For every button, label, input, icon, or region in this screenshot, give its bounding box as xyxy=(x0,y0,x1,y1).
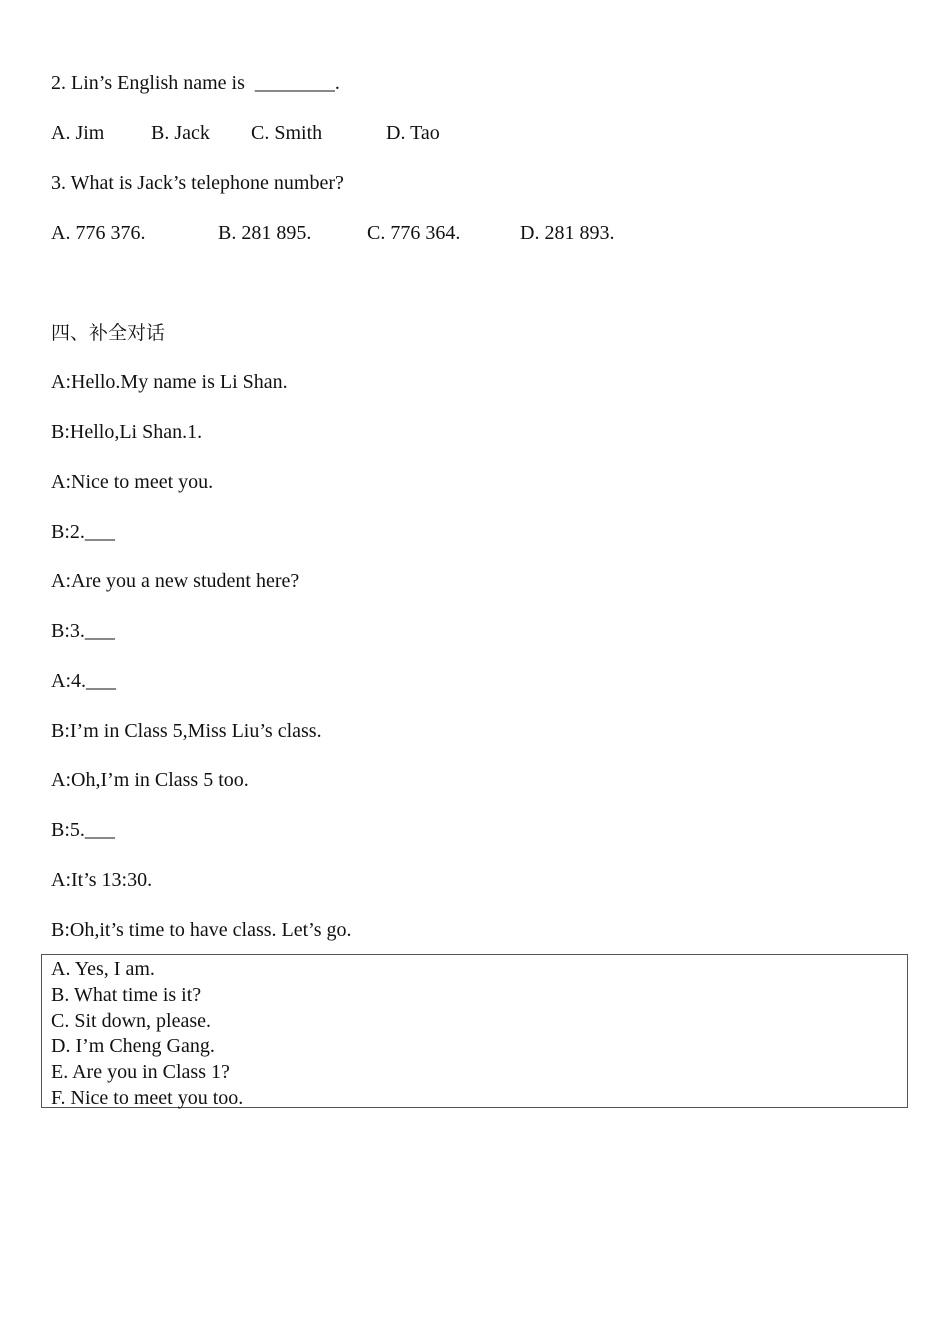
question-2-option-d[interactable]: D. Tao xyxy=(386,122,440,144)
dialogue-line-3: A:Nice to meet you. xyxy=(51,471,214,493)
question-2-option-b[interactable]: B. Jack xyxy=(151,122,210,144)
question-3-stem: 3. What is Jack’s telephone number? xyxy=(51,172,344,194)
choice-f: F. Nice to meet you too. xyxy=(51,1087,244,1109)
question-2-option-a[interactable]: A. Jim xyxy=(51,122,105,144)
dialogue-line-1: A:Hello.My name is Li Shan. xyxy=(51,371,288,393)
dialogue-line-10: B:5.___ xyxy=(51,819,115,841)
dialogue-line-11: A:It’s 13:30. xyxy=(51,869,153,891)
choice-d: D. I’m Cheng Gang. xyxy=(51,1035,215,1057)
choice-a: A. Yes, I am. xyxy=(51,958,155,980)
section-4-heading: 四、补全对话 xyxy=(51,322,166,344)
dialogue-line-12: B:Oh,it’s time to have class. Let’s go. xyxy=(51,919,352,941)
dialogue-line-4: B:2.___ xyxy=(51,521,115,543)
choice-e: E. Are you in Class 1? xyxy=(51,1061,230,1083)
question-3-option-d[interactable]: D. 281 893. xyxy=(520,222,615,244)
question-3-option-b[interactable]: B. 281 895. xyxy=(218,222,312,244)
dialogue-line-2: B:Hello,Li Shan.1. xyxy=(51,421,203,443)
question-2-option-c[interactable]: C. Smith xyxy=(251,122,323,144)
dialogue-line-9: A:Oh,I’m in Class 5 too. xyxy=(51,769,249,791)
dialogue-line-8: B:I’m in Class 5,Miss Liu’s class. xyxy=(51,720,322,742)
dialogue-line-7: A:4.___ xyxy=(51,670,116,692)
question-3-option-a[interactable]: A. 776 376. xyxy=(51,222,146,244)
choice-b: B. What time is it? xyxy=(51,984,202,1006)
question-2-stem: 2. Lin’s English name is ________. xyxy=(51,72,340,94)
dialogue-line-5: A:Are you a new student here? xyxy=(51,570,300,592)
dialogue-line-6: B:3.___ xyxy=(51,620,115,642)
choice-c: C. Sit down, please. xyxy=(51,1010,211,1032)
question-3-option-c[interactable]: C. 776 364. xyxy=(367,222,461,244)
choices-box xyxy=(41,954,908,1108)
